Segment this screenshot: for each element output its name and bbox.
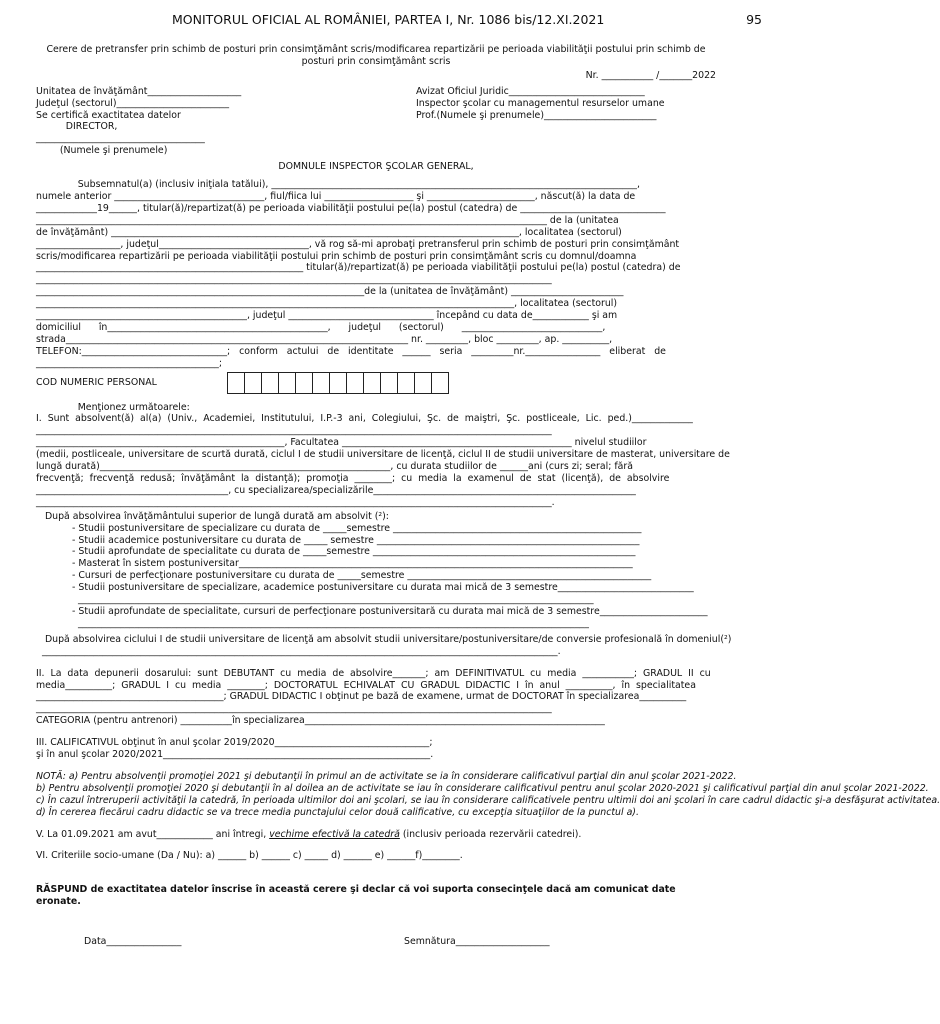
form-line: _____________19______, titular(ă)/repartizat(ă) pe perioada viabilităţii postului pe(la) postul (catedra) de _______________________________ xyxy=(36,202,666,214)
postgrad-item: - Studii postuniversitare de specializare cu durata de _____semestre _____________________________________________________ xyxy=(72,522,642,534)
section-v xyxy=(36,829,716,841)
cycle1-line: ______________________________________________________________________________________________________________. xyxy=(36,645,561,657)
notes xyxy=(36,770,940,819)
signature-field[interactable]: Semnătura____________________ xyxy=(404,936,550,948)
studies-line: ______________________________________________________________________________________________________________ xyxy=(36,425,552,437)
section-ii-line: ______________________________________________________________________________________________________________ xyxy=(36,703,552,715)
approval-blocks xyxy=(36,86,716,157)
postgrad-item: ______________________________________________________________________________________________________________ xyxy=(72,594,594,606)
applicant-details xyxy=(36,179,716,370)
form-line: _____________________________________________________________________________________________________________ de la (unitatea xyxy=(36,214,619,226)
note-item: NOTĂ: a) Pentru absolvenţii promoţiei 2021 şi debutanţii în primul an de activitate se ia în considerare calificativul parţial din anul şcolar 2021-2022. xyxy=(36,770,737,782)
cnp-digit-box[interactable] xyxy=(295,372,313,394)
form-line: de învăţământ) _______________________________________________________________________________________, localitatea (sectorul) xyxy=(36,226,622,238)
cnp-digit-box[interactable] xyxy=(397,372,415,394)
cnp-digit-box[interactable] xyxy=(227,372,245,394)
legal-block-line: Inspector şcolar cu managementul resurselor umane xyxy=(416,97,665,109)
section-ii xyxy=(36,668,716,728)
postgrad-item: - Masterat în sistem postuniversitar____________________________________________________________________________________ xyxy=(72,558,633,570)
cnp-digit-box[interactable] xyxy=(278,372,296,394)
form-line: __________________, judeţul________________________________, vă rog să-mi aprobaţi pretransferul prin schimb de posturi prin consimţământ xyxy=(36,238,680,250)
cnp-label: COD NUMERIC PERSONAL xyxy=(36,376,157,388)
form-line: numele anterior ________________________________, fiul/fiica lui ___________________ şi _______________________, născut(ă) la data de xyxy=(36,190,636,202)
cnp-boxes xyxy=(227,372,448,394)
postgrad-item: - Studii aprofundate de specialitate, cursuri de perfecţionare postuniversitară cu durata mai mică de 3 semestre_______________________ xyxy=(72,605,708,617)
cnp-digit-box[interactable] xyxy=(329,372,347,394)
cnp-digit-box[interactable] xyxy=(346,372,364,394)
form-subtitle: Cerere de pretransfer prin schimb de posturi prin consimţământ scris/modificarea repartizării pe perioada viabilităţii postului prin schimb de posturi prin consimţământ scris xyxy=(46,44,706,67)
form-line: _______________________________________; xyxy=(36,357,222,369)
postgrad-item: - Cursuri de perfecţionare postuniversitare cu durata de _____semestre ____________________________________________________ xyxy=(72,570,652,582)
section-vi: VI. Criteriile socio-umane (Da / Nu): a) ______ b) ______ c) _____ d) ______ e) ______f)________. xyxy=(36,850,463,862)
legal-block-line: Prof.(Numele şi prenumele)________________________ xyxy=(416,109,657,121)
cnp-digit-box[interactable] xyxy=(261,372,279,394)
section-ii-line: II. La data depunerii dosarului: sunt DEBUTANT cu media de absolvire_______; am DEFINITIVATUL cu media ___________; GRADUL II cu xyxy=(36,667,711,679)
legal-block xyxy=(416,86,716,157)
form-line: domiciliul în_______________________________________________, judeţul (sectorul) ______________________________, xyxy=(36,321,606,333)
studies-line: (medii, postliceale, universitare de scurtă durată, ciclul I de studii universitare de licenţă, ciclul II de studii universitare de masterat, universitare de xyxy=(36,449,730,461)
form-line: ______________________________________________________________________________________________________, localitatea (sectorul) xyxy=(36,298,618,310)
studies-line: _________________________________________, cu specializarea/specializările________________________________________________________ xyxy=(36,484,636,496)
mention-heading: Menţionez următoarele: xyxy=(36,401,190,413)
journal-title: MONITORUL OFICIAL AL ROMÂNIEI, PARTEA I, Nr. 1086 bis/12.XI.2021 xyxy=(172,12,605,27)
seniority-prefix: V. La 01.09.2021 am avut____________ ani întregi, xyxy=(36,828,270,840)
cnp-digit-box[interactable] xyxy=(244,372,262,394)
postgrad-intro: După absolvirea învăţământului superior de lungă durată am absolvit (²): xyxy=(36,510,389,522)
legal-block-line: Avizat Oficiul Juridic_____________________________ xyxy=(416,85,645,97)
seniority-suffix: (inclusiv perioada rezervării catedrei). xyxy=(399,828,582,840)
studies-line: _____________________________________________________, Facultatea _________________________________________________ nivelul studiilor xyxy=(36,437,647,449)
school-block-line: (Numele şi prenumele) xyxy=(36,145,168,157)
studies-line: I. Sunt absolvent(ă) al(a) (Univ., Academiei, Institutului, I.P.-3 ani, Colegiului, Şc. de maiştri, Şc. postliceale, Lic. ped.)_____________ xyxy=(36,413,693,425)
studies-line: lungă durată)______________________________________________________________, cu durata studiilor de ______ani (curs zi; seral; fără xyxy=(36,461,633,473)
form-line: ______________________________________________________________________________________________________________ xyxy=(36,274,552,286)
school-block-line: Se certifică exactitatea datelor xyxy=(36,109,181,121)
studies-line: frecvenţă; frecvenţă redusă; învăţământ la distanţă); promoţia ________; cu media la examenul de stat (licenţă), de absolvire xyxy=(36,473,670,484)
section-ii-line: ________________________________________; GRADUL DIDACTIC I obţinut pe bază de examene, urmat de DOCTORAT în specializarea__________ xyxy=(36,691,687,703)
form-line: scris/modificarea repartizării pe perioada viabilităţii postului prin schimb de posturi prin consimţământ scris cu domnul/doamna xyxy=(36,250,637,262)
form-line: _________________________________________________________ titular(ă)/repartizat(ă) pe perioada viabilităţii postului pe(la) postul (catedra) de xyxy=(36,262,681,274)
postgrad-item: - Studii postuniversitare de specializare, academice postuniversitare cu durata mai mică de 3 semestre_____________________________ xyxy=(72,582,694,594)
cycle1-line: După absolvirea ciclului I de studii universitare de licenţă am absolvit studii universitare/postuniversitare/de conversie profesională în domeniul(²) xyxy=(36,633,732,645)
signature-row xyxy=(36,936,716,950)
cnp-digit-box[interactable] xyxy=(414,372,432,394)
section-ii-line: media__________; GRADUL I cu media ________; DOCTORATUL ECHIVALAT CU GRADUL DIDACTIC I în anul __________, în specialitatea xyxy=(36,679,696,691)
note-item: b) Pentru absolvenţii promoţiei 2020 şi debutanţii în al doilea an de activitate se iau în considerare calificativul pentru anul şcolar 2020-2021 şi calificativul parţial din anul şcolar 2021-2022. xyxy=(36,782,929,794)
form-line: _____________________________________________, judeţul _______________________________ începând cu data de____________ şi am xyxy=(36,310,618,322)
note-item: d) În cererea fiecărui cadru didactic se va trece media punctajului celor două calificative, cu excepţia situaţiilor de la punctul a). xyxy=(36,806,639,818)
cnp-digit-box[interactable] xyxy=(431,372,449,394)
cycle1-section xyxy=(36,633,732,658)
page-number: 95 xyxy=(746,12,762,27)
salutation: DOMNULE INSPECTOR ŞCOLAR GENERAL, xyxy=(278,161,474,173)
section-iii xyxy=(36,737,716,761)
declaration: RĂSPUND de exactitatea datelor înscrise în această cerere şi declar că voi suporta consecinţele dacă am comunicat date eronate. xyxy=(36,884,676,908)
cnp-digit-box[interactable] xyxy=(312,372,330,394)
form-line: Subsemnatul(a) (inclusiv iniţiala tatălui), ______________________________________________________________________________, xyxy=(36,179,640,191)
form-line: strada_________________________________________________________________________ nr. _________, bloc _________, ap. __________, xyxy=(36,333,613,345)
seniority-emphasis: vechime efectivă la catedră xyxy=(269,828,400,840)
section-iii-line: III. CALIFICATIVUL obţinut în anul şcolar 2019/2020_________________________________; xyxy=(36,737,433,749)
school-block-line: Judeţul (sectorul)________________________ xyxy=(36,97,230,109)
studies-section xyxy=(36,413,730,508)
section-ii-line: CATEGORIA (pentru antrenori) ___________în specializarea________________________________________________________________ xyxy=(36,715,605,727)
request-form xyxy=(36,44,940,950)
school-block-line: Unitatea de învăţământ____________________ xyxy=(36,85,242,97)
studies-line: ______________________________________________________________________________________________________________. xyxy=(36,496,555,508)
postgrad-item: - Studii aprofundate de specialitate cu durata de _____semestre ________________________________________________________ xyxy=(72,546,636,558)
registration-number: Nr. ___________ /_______2022 xyxy=(585,69,716,81)
postgrad-item: _____________________________________________________________________________________________________________ xyxy=(72,617,589,629)
cnp-row xyxy=(36,372,716,394)
school-block xyxy=(36,86,336,157)
cnp-digit-box[interactable] xyxy=(380,372,398,394)
postgrad-list xyxy=(36,523,716,630)
school-block-line: DIRECTOR, xyxy=(36,121,118,133)
note-item: c) În cazul întreruperii activităţii la catedră, în perioada ultimilor doi ani şcolari, se iau în considerare calificativele pentru ultimii doi ani şcolari în care cadrul didactic şi-a desfăşurat activitatea. xyxy=(36,794,940,806)
postgrad-item: - Studii academice postuniversitare cu durata de _____ semestre ________________________________________________________ xyxy=(72,534,640,546)
section-iii-line: şi în anul şcolar 2020/2021_________________________________________________________. xyxy=(36,749,434,761)
school-block-line: ____________________________________ xyxy=(36,133,205,145)
form-line: ______________________________________________________________________de la (unitatea de învăţământ) ________________________ xyxy=(36,286,624,298)
cnp-digit-box[interactable] xyxy=(363,372,381,394)
date-field[interactable]: Data________________ xyxy=(84,936,182,948)
form-line: TELEFON:_______________________________; conform actului de identitate ______ seria _________nr.________________ eliberat de xyxy=(36,345,666,357)
